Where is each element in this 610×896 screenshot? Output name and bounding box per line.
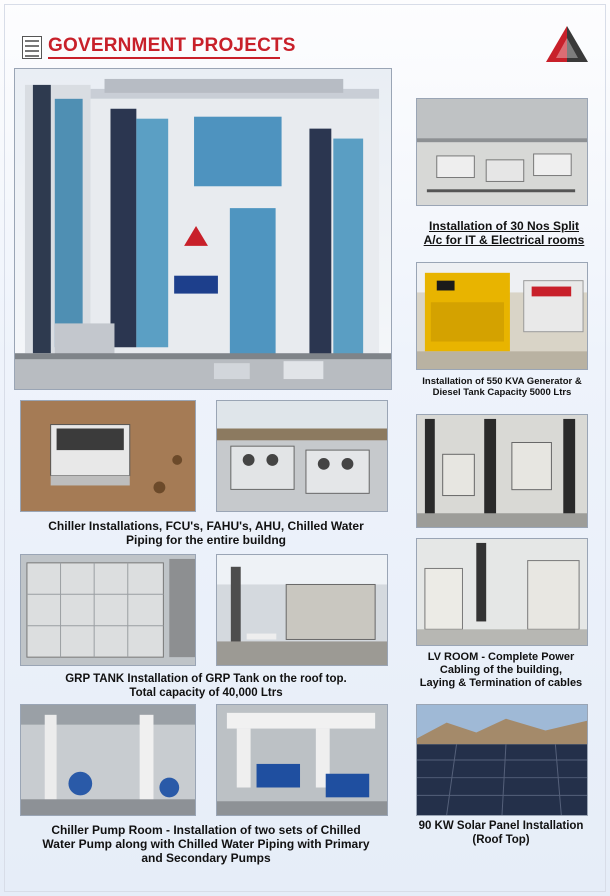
solar-image <box>417 705 587 815</box>
lv-room-image <box>417 539 587 645</box>
caption-line: and Secondary Pumps <box>141 851 271 866</box>
caption-chiller <box>14 519 398 547</box>
caption-line: A/c for IT & Electrical rooms <box>423 233 585 248</box>
caption-line: Diesel Tank Capacity 5000 Ltrs <box>432 387 572 399</box>
caption-line: Water Pump along with Chilled Water Piping with Primary <box>42 837 370 852</box>
photo-pump-2 <box>216 704 388 816</box>
triangle-logo-icon <box>544 24 590 64</box>
caption-line: Total capacity of 40,000 Ltrs <box>129 686 283 699</box>
electrical-panels-image <box>417 415 587 527</box>
photo-chiller-1 <box>20 400 196 512</box>
caption-line: LV ROOM - Complete Power <box>427 651 575 663</box>
caption-line: Installation of 30 Nos Split <box>428 219 580 233</box>
photo-lv-room <box>416 538 588 646</box>
photo-pump-1 <box>20 704 196 816</box>
caption-line: Piping for the entire buildng <box>126 533 286 548</box>
building-image <box>15 69 391 389</box>
caption-lv-room <box>406 651 596 690</box>
chiller-image-1 <box>21 401 195 511</box>
photo-split-ac <box>416 98 588 206</box>
photo-electrical-panels <box>416 414 588 528</box>
photo-grp-tank-1 <box>20 554 196 666</box>
caption-line: Chiller Installations, FCU's, FAHU's, AHU, Chilled Water <box>48 519 364 533</box>
page-title: GOVERNMENT PROJECTS <box>48 35 296 56</box>
caption-line: Chiller Pump Room - Installation of two sets of Chilled <box>51 823 361 837</box>
caption-line: (Roof Top) <box>472 833 530 846</box>
caption-line: Installation of 550 KVA Generator & <box>422 376 582 387</box>
generator-image <box>417 263 587 369</box>
photo-grp-tank-2 <box>216 554 388 666</box>
chiller-image-2 <box>217 401 387 511</box>
photo-generator <box>416 262 588 370</box>
document-list-icon <box>22 36 42 59</box>
grp-tank-image-2 <box>217 555 387 665</box>
caption-line: GRP TANK Installation of GRP Tank on the roof top. <box>65 673 347 685</box>
caption-pump-room <box>14 823 398 865</box>
caption-grp-tank <box>14 673 398 700</box>
title-underline <box>48 57 280 59</box>
photo-solar <box>416 704 588 816</box>
caption-line: 90 KW Solar Panel Installation <box>418 820 584 832</box>
caption-generator <box>412 376 592 398</box>
photo-building <box>14 68 392 390</box>
caption-line: Laying & Termination of cables <box>419 676 583 689</box>
pump-image-2 <box>217 705 387 815</box>
pump-image-1 <box>21 705 195 815</box>
caption-solar <box>406 820 596 847</box>
caption-line: Cabling of the building, <box>439 663 563 676</box>
grp-tank-image-1 <box>21 555 195 665</box>
photo-chiller-2 <box>216 400 388 512</box>
split-ac-image <box>417 99 587 205</box>
caption-split-ac <box>414 219 594 247</box>
